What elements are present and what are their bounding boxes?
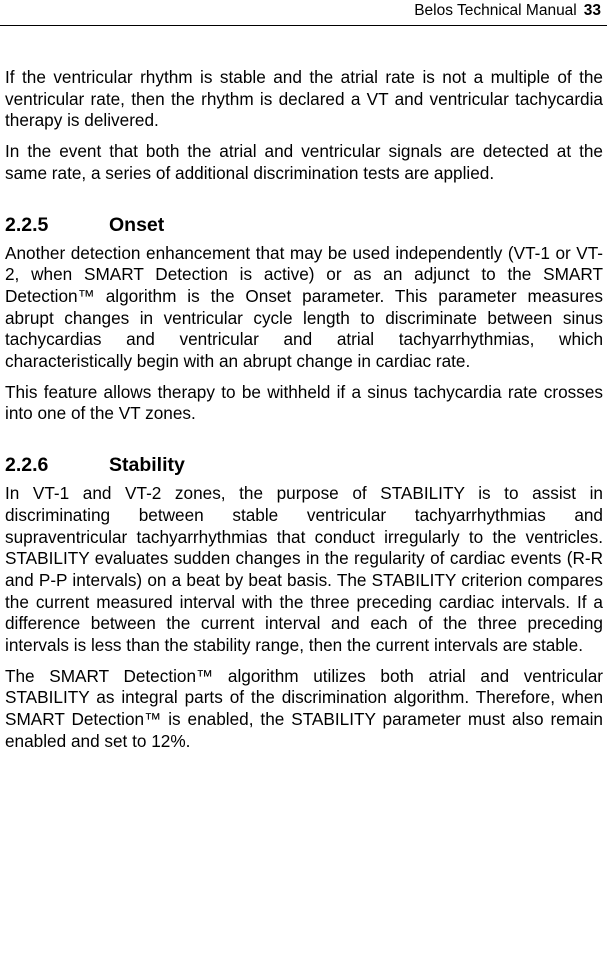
section-title: Onset xyxy=(109,213,165,236)
page-number: 33 xyxy=(583,2,601,19)
section-heading-onset xyxy=(5,213,603,237)
section-number: 2.2.5 xyxy=(5,213,49,236)
paragraph-vt-declaration: If the ventricular rhythm is stable and the atrial rate is not a multiple of the ventricular rate, then the rhythm is declared a VT and ventricular tachycardia therapy is delivered. xyxy=(5,67,603,131)
paragraph-same-rate-tests: In the event that both the atrial and ventricular signals are detected at the same rate, a series of additional discrimination tests are applied. xyxy=(5,141,603,183)
paragraph-stability-smart-detection: The SMART Detection™ algorithm utilizes both atrial and ventricular STABILITY as integral parts of the discrimination algorithm. Therefore, when SMART Detection™ is enabled, the STABILITY parameter must also remain enabled and set to 12%. xyxy=(5,665,603,751)
section-title: Stability xyxy=(109,454,185,477)
page-header xyxy=(0,0,607,26)
paragraph-stability-description: In VT-1 and VT-2 zones, the purpose of STABILITY is to assist in discriminating between stable ventricular tachyarrhythmias and supraventricular tachyarrhythmias that conduct irregularly to the ventricles. STABILITY evaluates sudden changes in the regularity of cardiac events (R-R and P-P intervals) on a beat by beat basis. The STABILITY criterion compares the current measured interval with the three preceding cardiac intervals. If a difference between the current interval and each of the three preceding intervals is less than the stability range, then the current intervals are stable. xyxy=(5,483,603,656)
paragraph-onset-therapy: This feature allows therapy to be withheld if a sinus tachycardia rate crosses into one of the VT zones. xyxy=(5,381,603,424)
section-number: 2.2.6 xyxy=(5,454,49,477)
section-heading-stability xyxy=(5,453,603,477)
header-text xyxy=(414,2,601,20)
page-body xyxy=(5,67,603,762)
manual-title: Belos Technical Manual xyxy=(414,2,577,19)
paragraph-onset-description: Another detection enhancement that may be used independently (VT-1 or VT-2, when SMART Detection is active) or as an adjunct to the SMART Detection™ algorithm is the Onset parameter. This parameter measures abrupt changes in ventricular cycle length to discriminate between sinus tachycardias and ventricular and atrial tachyarrhythmias, which characteristically begin with an abrupt change in cardiac rate. xyxy=(5,242,603,372)
